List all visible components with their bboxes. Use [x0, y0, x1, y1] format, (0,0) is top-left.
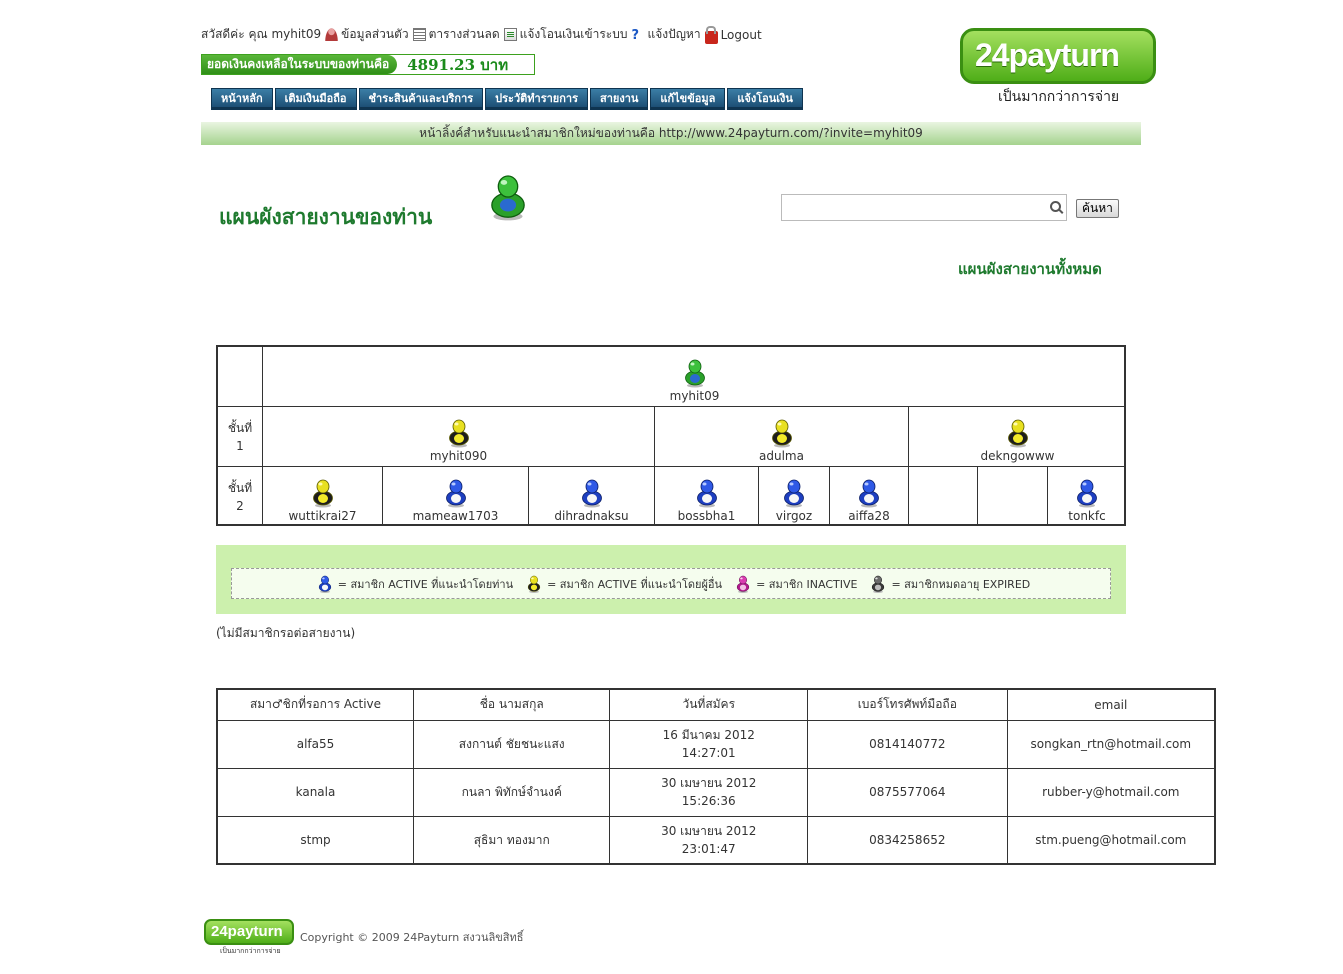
member-avatar[interactable]: [769, 418, 795, 448]
member-name[interactable]: myhit090: [429, 449, 488, 463]
time-text: 14:27:01: [681, 746, 736, 760]
cell-user: kanala: [217, 768, 413, 816]
invite-link-bar: หน้าลิ้งค์สำหรับแนะนำสมาชิกใหม่ของท่านคือ http://www.24payturn.com/?invite=myhit09: [201, 122, 1141, 145]
legend-item: [521, 569, 722, 599]
legend-item: [865, 569, 1030, 599]
cell-user: stmp: [217, 816, 413, 864]
cell-date: [610, 768, 808, 816]
member-avatar-icon: [317, 574, 333, 593]
logout-link[interactable]: [705, 26, 762, 44]
col-header-date: วันที่สมัคร: [610, 689, 808, 720]
profile-link[interactable]: [325, 25, 408, 44]
time-text: 15:26:36: [681, 794, 736, 808]
copyright: Copyright © 2009 24Payturn สงวนลิขสิทธิ์: [300, 931, 524, 944]
cell-name: สุธิมา ทองมาก: [413, 816, 610, 864]
menu-notify-transfer[interactable]: แจ้งโอนเงิน: [727, 88, 803, 110]
footer-logo[interactable]: [204, 919, 294, 955]
search-input[interactable]: [782, 195, 1042, 220]
date-text: 30 เมษายน 2012: [661, 776, 757, 790]
waiting-note: (ไม่มีสมาชิกรอต่อสายงาน): [216, 626, 356, 640]
note-icon: [504, 28, 517, 41]
level2-member: [263, 467, 383, 526]
tree-corner-cell: [218, 347, 263, 407]
level1-member: [655, 407, 909, 467]
member-name[interactable]: dekngowww: [980, 449, 1055, 463]
menu-history[interactable]: ประวัติทำรายการ: [485, 88, 588, 110]
legend-text: = สมาชิก ACTIVE ที่แนะนำโดยท่าน: [337, 577, 514, 591]
level2-empty-slot: [978, 467, 1048, 526]
page-title: แผนผังสายงานของท่าน: [219, 205, 433, 229]
table-icon: [413, 28, 426, 41]
report-problem-label: แจ้งปัญหา: [647, 27, 701, 41]
help-icon: ?: [631, 28, 639, 43]
member-name[interactable]: adulma: [759, 449, 804, 463]
cell-email: stm.pueng@hotmail.com: [1007, 816, 1215, 864]
cell-user: alfa55: [217, 720, 413, 768]
legend-text: = สมาชิก ACTIVE ที่แนะนำโดยผู้อื่น: [547, 577, 723, 591]
level2-member: [1048, 467, 1126, 526]
search-icon[interactable]: [1050, 201, 1061, 212]
menu-payment[interactable]: ชำระสินค้าและบริการ: [359, 88, 484, 110]
member-avatar-icon: [735, 574, 751, 593]
col-header-user: สมา♂ชิกที่รอการ Active: [217, 689, 413, 720]
level2-member: [830, 467, 909, 526]
menu-network[interactable]: สายงาน: [590, 88, 648, 110]
member-avatar[interactable]: [682, 358, 708, 388]
balance-bar: [201, 54, 535, 75]
member-name[interactable]: dihradnaksu: [554, 509, 629, 523]
col-header-name: ชื่อ นามสกุล: [413, 689, 610, 720]
cell-email: songkan_rtn@hotmail.com: [1007, 720, 1215, 768]
member-name[interactable]: tonkfc: [1068, 509, 1106, 523]
greeting: สวัสดีค่ะ คุณ myhit09: [201, 27, 322, 41]
member-avatar-icon: [487, 172, 529, 225]
report-problem-link[interactable]: [631, 25, 700, 44]
col-header-email: email: [1007, 689, 1215, 720]
level2-member: [759, 467, 830, 526]
lock-icon: [705, 31, 718, 44]
notify-transfer-label: แจ้งโอนเงินเข้าระบบ: [519, 27, 628, 41]
cell-name: กนลา พิทักษ์จำนงค์: [413, 768, 610, 816]
member-avatar[interactable]: [443, 478, 469, 508]
member-name[interactable]: aiffa28: [848, 509, 890, 523]
discount-table-label: ตารางส่วนลด: [428, 27, 500, 41]
level1-member: [909, 407, 1126, 467]
footer-logo-word: 24payturn: [211, 923, 283, 940]
user-icon: [325, 28, 338, 41]
member-avatar[interactable]: [856, 478, 882, 508]
tree-root-cell: [263, 347, 1126, 407]
level2-member: [529, 467, 655, 526]
date-text: 16 มีนาคม 2012: [662, 728, 755, 742]
member-avatar-icon: [870, 574, 886, 593]
member-name[interactable]: myhit09: [669, 389, 720, 403]
footer-logo-badge: [204, 919, 294, 945]
search-box: [781, 194, 1067, 221]
date-text: 30 เมษายน 2012: [661, 823, 757, 838]
all-network-link[interactable]: แผนผังสายงานทั้งหมด: [958, 260, 1102, 278]
cell-phone: 0875577064: [808, 768, 1008, 816]
search-button[interactable]: ค้นหา: [1076, 199, 1119, 218]
cell-name: สงกานต์ ชัยชนะแสง: [413, 720, 610, 768]
legend: [231, 568, 1111, 599]
logo-badge: [960, 28, 1156, 84]
logout-label: Logout: [720, 27, 762, 42]
footer-logo-tagline: เป็นมากกว่าการจ่าย: [220, 947, 281, 955]
legend-box: [216, 545, 1126, 614]
level-label-text: ชั้นที่ 1: [227, 420, 253, 453]
member-name[interactable]: virgoz: [775, 509, 813, 523]
level-label-text: ชั้นที่ 2: [227, 480, 253, 513]
menu-topup[interactable]: เติมเงินมือถือ: [275, 88, 357, 110]
pending-members-table: [216, 688, 1216, 865]
member-name[interactable]: wuttikrai27: [288, 509, 357, 523]
menu-home[interactable]: หน้าหลัก: [211, 88, 273, 110]
cell-email: rubber-y@hotmail.com: [1007, 768, 1215, 816]
cell-phone: 0814140772: [808, 720, 1008, 768]
table-row: [217, 720, 1215, 768]
green-member-icon: [487, 172, 529, 222]
top-nav: [201, 25, 766, 44]
member-avatar[interactable]: [694, 478, 720, 508]
member-avatar-icon: [526, 574, 542, 593]
member-avatar[interactable]: [310, 478, 336, 508]
member-avatar[interactable]: [579, 478, 605, 508]
legend-item: [730, 569, 857, 599]
member-avatar[interactable]: [1005, 418, 1031, 448]
profile-link-label: ข้อมูลส่วนตัว: [341, 27, 409, 41]
cell-phone: 0834258652: [808, 816, 1008, 864]
member-avatar[interactable]: [1074, 478, 1100, 508]
table-row: [217, 768, 1215, 816]
level2-member: [383, 467, 529, 526]
balance-label: ยอดเงินคงเหลือในระบบของท่านคือ: [202, 55, 397, 74]
notify-transfer-link[interactable]: [504, 25, 628, 44]
table-row: [217, 816, 1215, 864]
network-tree: [216, 345, 1126, 526]
member-name[interactable]: mameaw1703: [412, 509, 499, 523]
member-avatar[interactable]: [781, 478, 807, 508]
cell-date: [610, 720, 808, 768]
level1-member: [263, 407, 655, 467]
legend-text: = สมาชิก INACTIVE: [756, 577, 858, 591]
col-header-phone: เบอร์โทรศัพท์มือถือ: [808, 689, 1008, 720]
member-avatar: [930, 492, 956, 522]
main-menu: [211, 88, 805, 110]
member-name[interactable]: bossbha1: [677, 509, 736, 523]
level-2-label: [218, 467, 263, 526]
level2-member: [655, 467, 759, 526]
level2-empty-slot: [909, 467, 978, 526]
logo-word: 24payturn: [975, 37, 1119, 73]
menu-edit-profile[interactable]: แก้ไขข้อมูล: [650, 88, 725, 110]
table-header-row: [217, 689, 1215, 720]
member-avatar[interactable]: [446, 418, 472, 448]
level-1-label: [218, 407, 263, 467]
logo[interactable]: [960, 28, 1156, 104]
balance-amount: 4891.23 บาท: [407, 55, 509, 74]
member-avatar: [1000, 492, 1026, 522]
time-text: 23:01:47: [681, 841, 736, 856]
discount-table-link[interactable]: [413, 25, 500, 44]
legend-text: = สมาชิกหมดอายุ EXPIRED: [891, 577, 1031, 591]
legend-item: [312, 569, 513, 599]
cell-date: [610, 816, 808, 864]
logo-tagline: เป็นมากกว่าการจ่าย: [998, 89, 1120, 105]
